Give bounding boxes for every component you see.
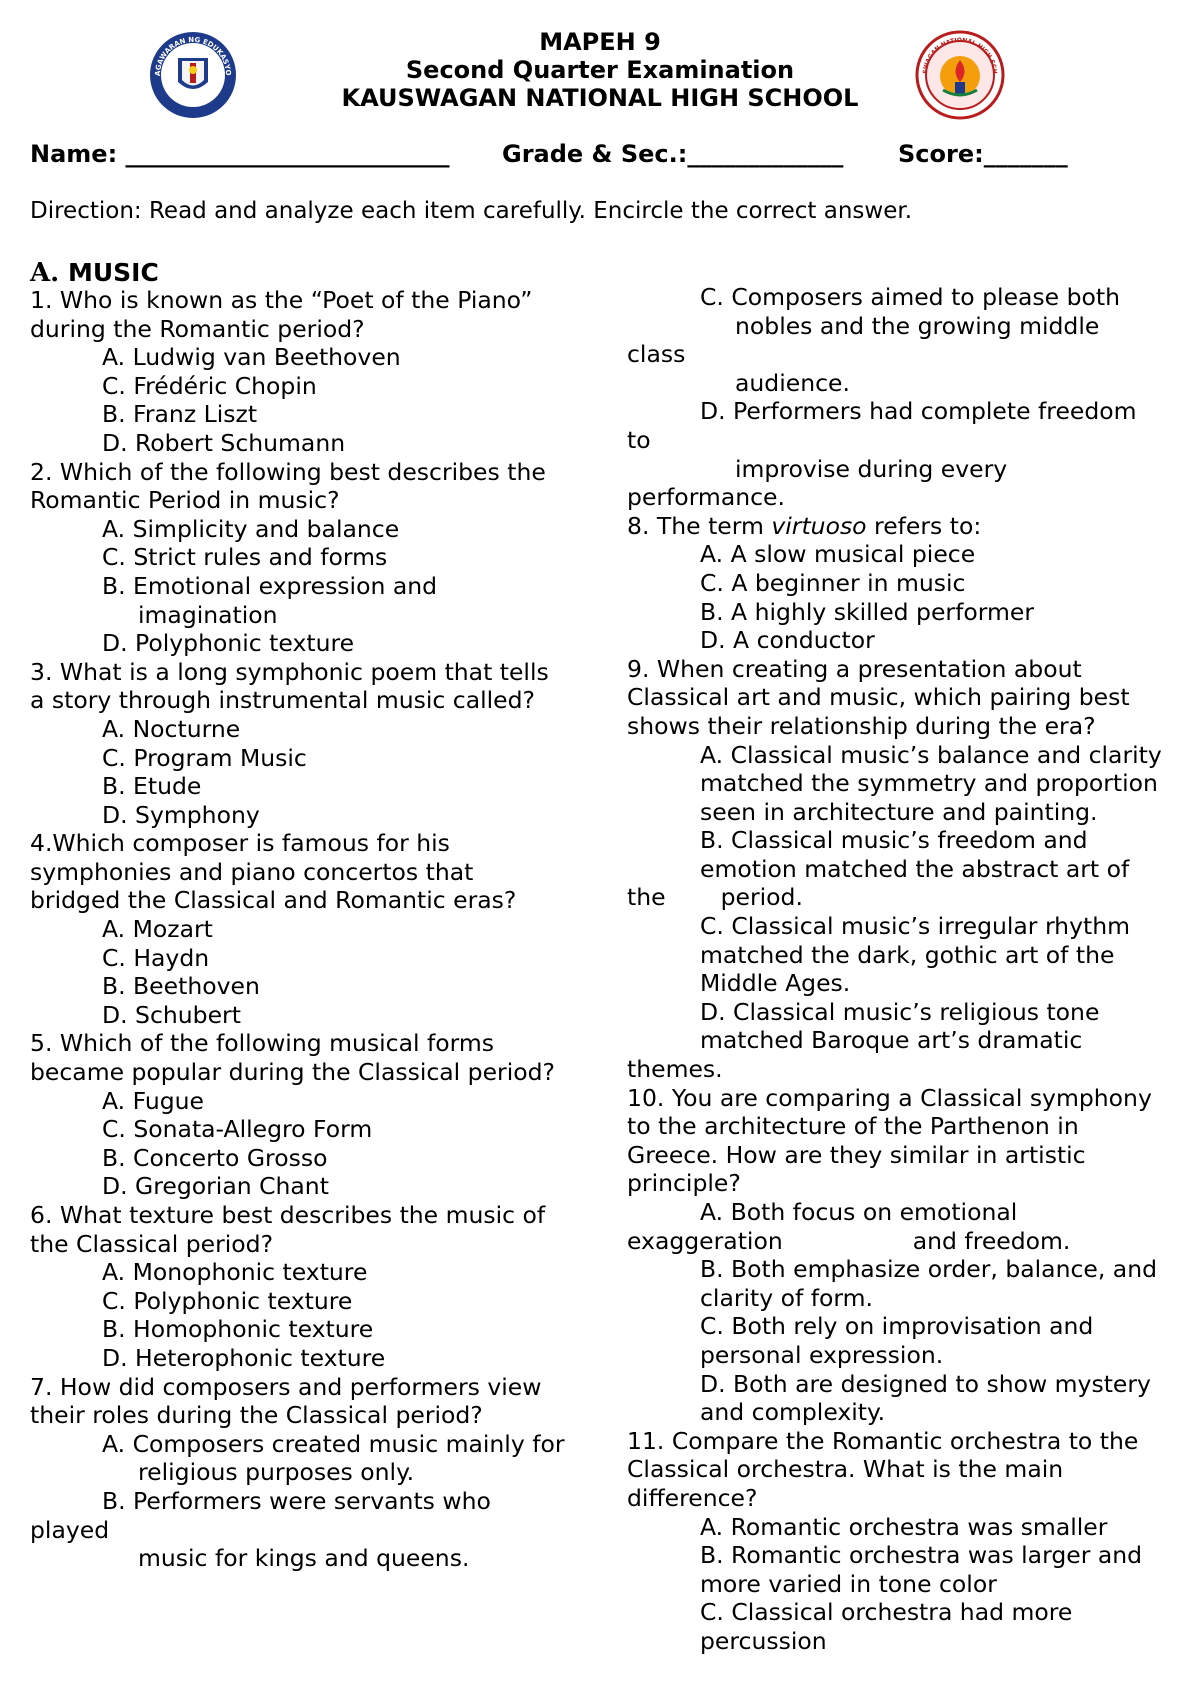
question-text: a story through instrumental music called? xyxy=(30,686,536,715)
answer-choice[interactable]: D. Gregorian Chant xyxy=(102,1172,329,1201)
answer-choice[interactable]: B. Both emphasize order, balance, and xyxy=(700,1255,1158,1284)
question-text: became popular during the Classical period? xyxy=(30,1058,556,1087)
right-column xyxy=(627,283,1187,1656)
question-text: the Classical period? xyxy=(30,1229,274,1258)
question-text: principle? xyxy=(627,1169,741,1198)
answer-choice[interactable]: A. Monophonic texture xyxy=(102,1258,368,1287)
question-text-part: 8. The term xyxy=(627,511,772,540)
answer-choice-cont[interactable]: Middle Ages. xyxy=(700,969,851,998)
answer-choice-cont[interactable]: nobles and the growing middle xyxy=(735,311,1100,340)
answer-choice-cont[interactable]: played xyxy=(30,1515,110,1544)
question-text: Classical art and music, which pairing best xyxy=(627,683,1130,712)
answer-choice[interactable]: A. Classical music’s balance and clarity xyxy=(700,740,1162,769)
answer-choice[interactable]: A. Nocturne xyxy=(102,714,241,743)
answer-fragment: exaggeration xyxy=(627,1226,783,1255)
question-text: 9. When creating a presentation about xyxy=(627,654,1082,683)
question-text: Romantic Period in music? xyxy=(30,486,340,515)
section-letter: A. xyxy=(30,258,60,288)
answer-choice-cont[interactable]: matched the dark, gothic art of the xyxy=(700,940,1115,969)
question-text: 4.Which composer is famous for his xyxy=(30,829,450,858)
answer-choice[interactable]: C. Program Music xyxy=(102,743,307,772)
answer-choice[interactable]: B. A highly skilled performer xyxy=(700,597,1034,626)
answer-fragment: and freedom. xyxy=(912,1226,1071,1255)
question-text: Classical orchestra. What is the main xyxy=(627,1455,1064,1484)
question-text-part: refers to: xyxy=(866,511,982,540)
answer-choice[interactable]: D. A conductor xyxy=(700,626,875,655)
question-text: symphonies and piano concertos that xyxy=(30,857,474,886)
answer-choice[interactable]: A. A slow musical piece xyxy=(700,540,976,569)
answer-choice[interactable]: D. Robert Schumann xyxy=(102,428,346,457)
answer-choice[interactable]: D. Symphony xyxy=(102,800,260,829)
answer-choice[interactable]: B. Performers were servants who xyxy=(102,1486,491,1515)
answer-choice-cont[interactable]: and complexity. xyxy=(700,1398,886,1427)
answer-choice[interactable]: A. Romantic orchestra was smaller xyxy=(700,1512,1108,1541)
answer-choice[interactable]: C. Frédéric Chopin xyxy=(102,371,317,400)
answer-choice[interactable]: B. Romantic orchestra was larger and xyxy=(700,1541,1143,1570)
answer-choice-cont[interactable]: themes. xyxy=(627,1055,723,1084)
answer-choice[interactable]: A. Ludwig van Beethoven xyxy=(102,343,401,372)
question-text: difference? xyxy=(627,1483,758,1512)
answer-choice-cont[interactable]: emotion matched the abstract art of xyxy=(700,854,1130,883)
answer-choice-cont[interactable]: performance. xyxy=(627,483,785,512)
svg-text:KAGAWARAN NG EDUKASYON: AGAWARAN NG EDUKASYO xyxy=(153,35,233,77)
answer-choice-cont[interactable]: more varied in tone color xyxy=(700,1569,997,1598)
question-text: 1. Who is known as the “Poet of the Piano” xyxy=(30,286,533,314)
question-text: 10. You are comparing a Classical symphony xyxy=(627,1083,1152,1112)
answer-choice[interactable]: D. Both are designed to show mystery xyxy=(700,1369,1151,1398)
answer-choice[interactable]: D. Classical music’s religious tone xyxy=(700,997,1100,1026)
section-heading xyxy=(30,258,159,288)
question-text: during the Romantic period? xyxy=(30,314,365,343)
question-text: 3. What is a long symphonic poem that tells xyxy=(30,657,549,686)
answer-fragment: period. xyxy=(720,883,803,912)
name-field[interactable]: Name: ___________________________ xyxy=(30,140,450,168)
grade-section-field[interactable]: Grade & Sec.:_____________ xyxy=(502,140,844,168)
answer-choice[interactable]: D. Schubert xyxy=(102,1000,241,1029)
answer-choice[interactable]: C. Sonata-Allegro Form xyxy=(102,1115,373,1144)
answer-choice[interactable]: D. Performers had complete freedom xyxy=(700,397,1137,426)
answer-choice-cont[interactable]: matched the symmetry and proportion xyxy=(700,769,1158,798)
answer-choice-cont[interactable]: seen in architecture and painting. xyxy=(700,797,1098,826)
answer-choice[interactable]: B. Classical music’s freedom and xyxy=(700,826,1088,855)
answer-choice[interactable]: B. Franz Liszt xyxy=(102,400,258,429)
subject-title: MAPEH 9 xyxy=(539,28,661,56)
answer-choice[interactable]: B. Etude xyxy=(102,772,202,801)
left-column xyxy=(30,286,600,1573)
directions-text: Direction: Read and analyze each item carefully. Encircle the correct answer. xyxy=(30,198,913,224)
answer-choice[interactable]: A. Mozart xyxy=(102,915,213,944)
answer-choice[interactable]: C. Haydn xyxy=(102,943,210,972)
answer-choice[interactable]: C. Classical orchestra had more xyxy=(700,1598,1073,1627)
answer-choice[interactable]: C. Composers aimed to please both xyxy=(700,283,1121,311)
score-field[interactable]: Score:_______ xyxy=(898,140,1068,168)
answer-choice[interactable]: C. Polyphonic texture xyxy=(102,1286,353,1315)
answer-choice[interactable]: A. Fugue xyxy=(102,1086,204,1115)
question-text: 7. How did composers and performers view xyxy=(30,1372,542,1401)
answer-choice[interactable]: B. Beethoven xyxy=(102,972,260,1001)
answer-choice[interactable]: C. A beginner in music xyxy=(700,568,966,597)
answer-choice[interactable]: B. Concerto Grosso xyxy=(102,1143,328,1172)
school-name: KAUSWAGAN NATIONAL HIGH SCHOOL xyxy=(341,84,859,112)
answer-choice[interactable]: A. Composers created music mainly for xyxy=(102,1429,565,1458)
answer-choice[interactable]: C. Both rely on improvisation and xyxy=(700,1312,1094,1341)
question-text: 5. Which of the following musical forms xyxy=(30,1029,495,1058)
question-text: bridged the Classical and Romantic eras? xyxy=(30,886,517,915)
answer-choice-cont[interactable]: class xyxy=(627,340,686,369)
answer-choice-cont[interactable]: percussion xyxy=(700,1626,827,1655)
answer-choice-cont[interactable]: imagination xyxy=(138,600,278,629)
answer-choice-cont[interactable]: personal expression. xyxy=(700,1340,944,1369)
svg-text:KAUSWAGAN NATIONAL HIGH SCHOOL: SWAGAN NATIONAL HIGH SCH xyxy=(921,36,999,75)
answer-choice-cont[interactable] xyxy=(627,1227,1187,1256)
answer-choice-cont[interactable]: clarity of form. xyxy=(700,1283,874,1312)
answer-choice[interactable]: C. Strict rules and forms xyxy=(102,543,388,572)
question-text: their roles during the Classical period? xyxy=(30,1401,483,1430)
answer-choice[interactable]: D. Polyphonic texture xyxy=(102,629,355,658)
question-text: 6. What texture best describes the music of xyxy=(30,1201,546,1229)
answer-choice-cont[interactable]: matched Baroque art’s dramatic xyxy=(700,1026,1083,1055)
answer-choice[interactable]: A. Both focus on emotional xyxy=(700,1198,1018,1226)
answer-choice-cont[interactable] xyxy=(627,883,1187,912)
section-title: MUSIC xyxy=(67,258,159,287)
answer-choice-cont[interactable]: improvise during every xyxy=(735,454,1008,483)
answer-fragment: the xyxy=(627,883,666,912)
answer-choice-cont[interactable]: to xyxy=(627,425,651,454)
question-text: 2. Which of the following best describes the xyxy=(30,457,546,486)
answer-choice[interactable]: C. Classical music’s irregular rhythm xyxy=(700,912,1130,941)
question-text: to the architecture of the Parthenon in xyxy=(627,1112,1079,1141)
answer-choice[interactable]: D. Heterophonic texture xyxy=(102,1343,386,1372)
answer-choice-cont[interactable]: religious purposes only. xyxy=(138,1458,415,1487)
question-term: virtuoso xyxy=(771,511,867,540)
answer-choice[interactable]: B. Emotional expression and xyxy=(102,571,438,600)
question-text: Greece. How are they similar in artistic xyxy=(627,1140,1086,1169)
answer-choice-cont[interactable]: audience. xyxy=(735,368,850,397)
answer-choice[interactable]: B. Homophonic texture xyxy=(102,1315,374,1344)
answer-choice[interactable]: A. Simplicity and balance xyxy=(102,514,400,543)
answer-choice-cont[interactable]: music for kings and queens. xyxy=(138,1544,470,1573)
exam-title: Second Quarter Examination xyxy=(405,56,795,84)
question-text: 11. Compare the Romantic orchestra to the xyxy=(627,1426,1139,1455)
question-text: shows their relationship during the era? xyxy=(627,711,1096,740)
question-text xyxy=(627,512,1187,541)
